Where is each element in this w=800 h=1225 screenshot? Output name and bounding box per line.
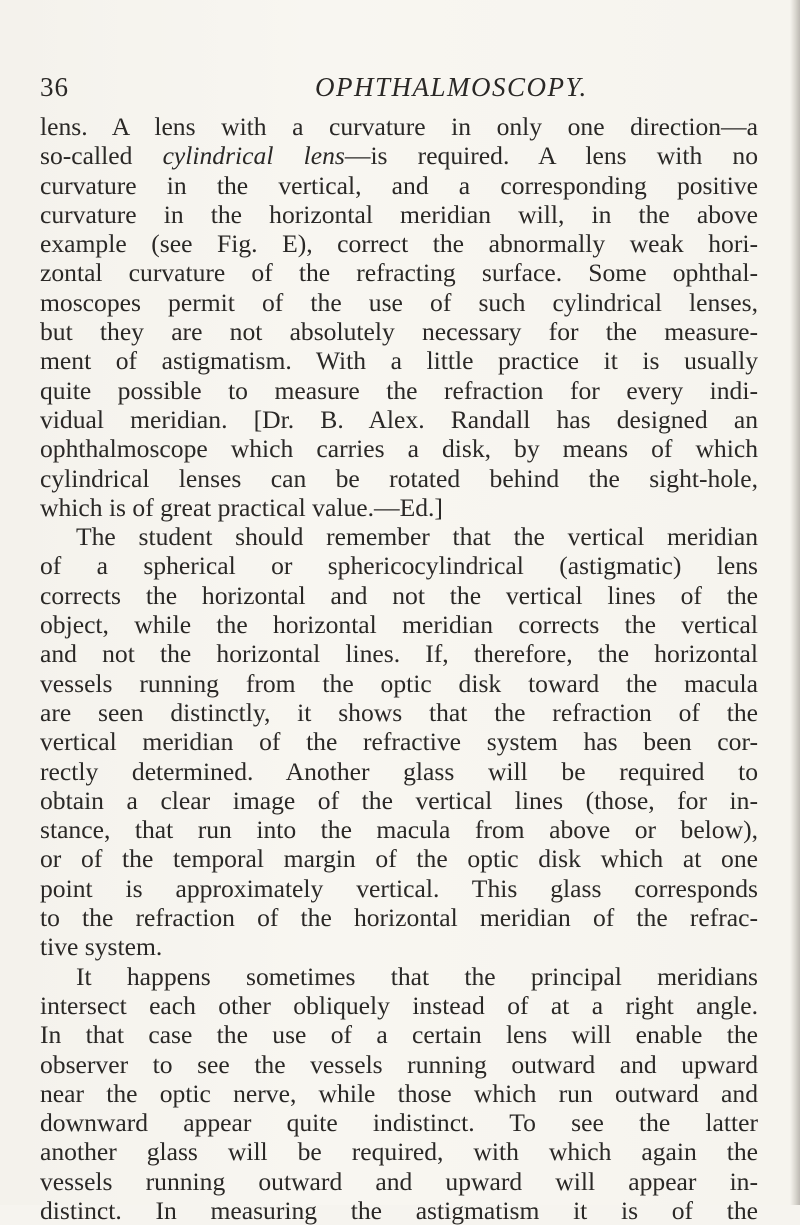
page-header — [0, 72, 800, 108]
text-line: lens. A lens with a curvature in only one direction—a — [40, 112, 758, 141]
text-line: point is approximately vertical. This glass corresponds — [40, 873, 758, 903]
text-line: cylindrical lenses can be rotated behind the sight-hole, — [40, 463, 758, 493]
text-line: moscopes permit of the use of such cylindrical lenses, — [40, 287, 758, 317]
text-line: vessels running from the optic disk toward the macula — [40, 668, 758, 698]
text-line: quite possible to measure the refraction for every indi- — [40, 375, 758, 405]
page-edge-shadow — [790, 0, 800, 1205]
text-line: example (see Fig. E), correct the abnormally weak hori- — [40, 229, 758, 259]
text-line: vidual meridian. [Dr. B. Alex. Randall has designed an — [40, 404, 758, 434]
text-line: zontal curvature of the refracting surface. Some ophthal- — [40, 258, 758, 288]
text-line: which is of great practical value.—Ed.] — [40, 492, 443, 522]
text-line: ophthalmoscope which carries a disk, by means of which — [40, 434, 758, 464]
text-line: and not the horizontal lines. If, therefore, the horizontal — [40, 639, 758, 669]
text-line: observer to see the vessels running outward and upward — [40, 1049, 758, 1079]
text-line: curvature in the vertical, and a corresponding positive — [40, 170, 758, 200]
text-line: curvature in the horizontal meridian will, in the above — [40, 199, 758, 229]
text-line: object, while the horizontal meridian corrects the vertical — [40, 610, 758, 640]
page-number: 36 — [40, 72, 69, 102]
text-line: are seen distinctly, it shows that the refraction of the — [40, 697, 758, 727]
text-line: vessels running outward and upward will appear in- — [40, 1166, 758, 1196]
text-line: stance, that run into the macula from above or below), — [40, 815, 758, 845]
text-fragment: so-called — [40, 141, 163, 171]
text-line: rectly determined. Another glass will be required to — [40, 756, 758, 786]
text-line: but they are not absolutely necessary for the measure- — [40, 317, 758, 347]
text-line: another glass will be required, with which again the — [40, 1137, 758, 1167]
text-line: It happens sometimes that the principal meridians — [76, 961, 758, 991]
text-line: downward appear quite indistinct. To see the latter — [40, 1108, 758, 1138]
text-line: corrects the horizontal and not the vertical lines of the — [40, 580, 758, 610]
text-line — [40, 141, 758, 170]
text-line: vertical meridian of the refractive system has been cor- — [40, 727, 758, 757]
text-line: intersect each other obliquely instead of at a right angle. — [40, 990, 758, 1020]
text-line: or of the temporal margin of the optic disk which at one — [40, 844, 758, 874]
body-text — [40, 112, 758, 1225]
text-line: distinct. In measuring the astigmatism it is of the — [40, 1195, 758, 1225]
text-line: obtain a clear image of the vertical lines (those, for in- — [40, 785, 758, 815]
text-line: near the optic nerve, while those which run outward and — [40, 1078, 758, 1108]
text-line: ment of astigmatism. With a little practice it is usually — [40, 346, 758, 376]
text-line: The student should remember that the vertical meridian — [76, 522, 758, 552]
running-head: OPHTHALMOSCOPY. — [315, 72, 588, 102]
text-line: In that case the use of a certain lens will enable the — [40, 1020, 758, 1050]
text-fragment: —is required. A lens with no — [344, 141, 759, 171]
text-line: of a spherical or sphericocylindrical (astigmatic) lens — [40, 551, 758, 581]
text-line: tive system. — [40, 932, 163, 962]
text-line: to the refraction of the horizontal meridian of the refrac- — [40, 903, 758, 933]
italic-term: cylindrical lens — [162, 141, 345, 171]
